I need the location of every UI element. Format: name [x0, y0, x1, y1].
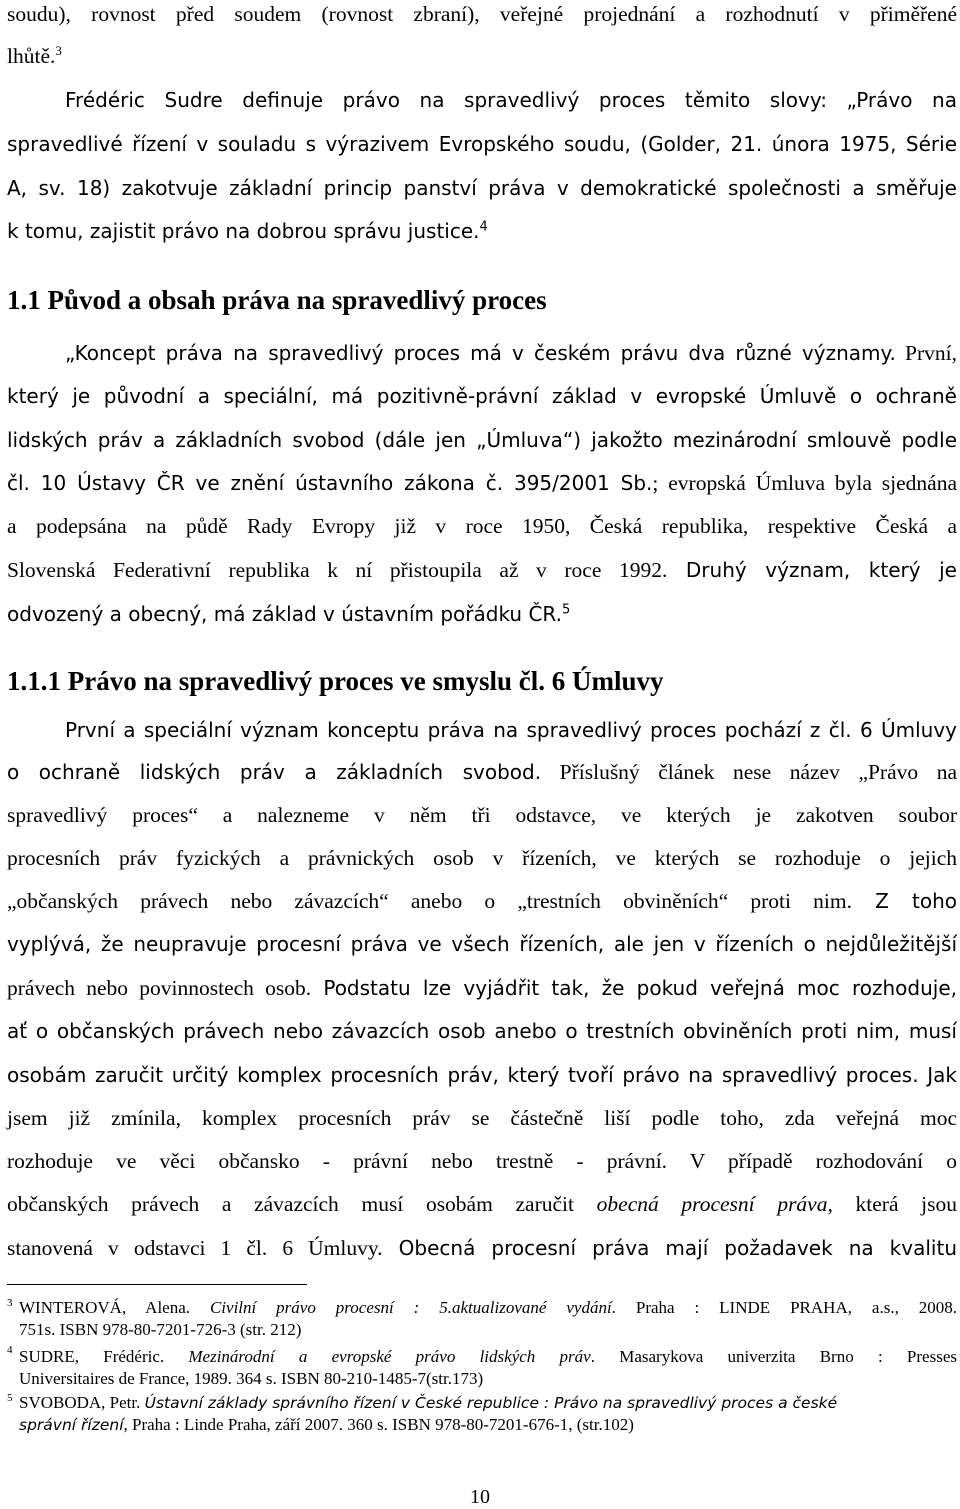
quote-line: který je původní a speciální, má pozitivně-právní základ v evropské Úmluvě o ochraně	[7, 384, 957, 408]
footnote-number: 3	[7, 1297, 13, 1309]
footnote-ref[interactable]: 3	[55, 42, 62, 58]
text-line: jsem již zmínila, komplex procesních práv se částečně liší podle toho, zda veřejná moc	[7, 1106, 957, 1130]
page-number: 10	[470, 1486, 490, 1508]
text-line: „Koncept práva na spravedlivý proces má v českém právu dva různé významy. První,	[65, 341, 958, 365]
footnote-text: SVOBODA, Petr. Ústavní základy správního řízení v České republice : Právo na spravedlivý proces a české	[19, 1393, 838, 1412]
footnote-3	[0, 1297, 960, 1341]
text-line: Slovenská Federativní republika k ní přistoupila až v roce 1992. Druhý význam, který je	[7, 558, 957, 582]
subsection-heading: 1.1.1 Právo na spravedlivý proces ve smyslu čl. 6 Úmluvy	[7, 666, 664, 696]
quote-line: spravedlivé řízení v souladu s výrazivem Evropského soudu, (Golder, 21. února 1975, Série	[7, 132, 957, 156]
text-line: spravedlivý proces“ a nalezneme v něm tři odstavce, ve kterých je zakotven soubor	[7, 803, 957, 827]
quote-line: ať o občanských právech nebo závazcích osob anebo o trestních obviněních proti nim, musí	[7, 1019, 957, 1043]
footnote-number: 5	[7, 1392, 13, 1404]
text-line: čl. 10 Ústavy ČR ve znění ústavního zákona č. 395/2001 Sb.; evropská Úmluva byla sjednána	[7, 471, 957, 495]
quote-line: vyplývá, že neupravuje procesní práva ve všech řízeních, ale jen v řízeních o nejdůležitější	[7, 932, 957, 956]
footnote-4	[0, 1344, 960, 1388]
footnote-text: Universitaires de France, 1989. 364 s. ISBN 80-210-1485-7(str.173)	[19, 1369, 484, 1388]
text-line: stanovená v odstavci 1 čl. 6 Úmluvy. Obecná procesní práva mají požadavek na kvalitu	[7, 1236, 957, 1260]
quote-line: k tomu, zajistit právo na dobrou správu justice.$^4$	[7, 219, 488, 243]
footnote-ref[interactable]: 4	[479, 219, 488, 235]
quote-line: Frédéric Sudre definuje právo na spravedlivý proces těmito slovy: „Právo na	[65, 88, 957, 112]
quote-line: odvozený a obecný, má základ v ústavním pořádku ČR.$^5$	[7, 602, 571, 626]
text-line: rozhoduje ve věci občansko - právní nebo trestně - právní. V případě rozhodování o	[7, 1149, 957, 1173]
footnote-separator	[7, 1284, 307, 1285]
text-line: občanských právech a závazcích musí osobám zaručit obecná procesní práva, která jsou	[7, 1192, 957, 1216]
text-line: „občanských právech nebo závazcích“ anebo o „trestních obviněních“ proti nim. Z toho	[7, 889, 957, 913]
footnote-text: 751s. ISBN 978-80-7201-726-3 (str. 212)	[19, 1320, 302, 1339]
footnote-text: WINTEROVÁ, Alena. Civilní právo procesní : 5.aktualizované vydání. Praha : LINDE PRAHA, a.s., 2008.	[19, 1298, 958, 1317]
footnote-5	[0, 1392, 960, 1436]
footnote-text: SUDRE, Frédéric. Mezinárodní a evropské právo lidských práv. Masarykova univerzita Brno : Presses	[19, 1347, 957, 1366]
text-line: o ochraně lidských práv a základních svobod. Příslušný článek nese název „Právo na	[7, 760, 957, 784]
quote-line: lidských práv a základních svobod (dále jen „Úmluva“) jakožto mezinárodní smlouvě podle	[7, 428, 957, 452]
quote-line: osobám zaručit určitý komplex procesních práv, který tvoří právo na spravedlivý proces. Jak	[7, 1063, 957, 1087]
text-line: právech nebo povinnostech osob. Podstatu lze vyjádřit tak, že pokud veřejná moc rozhoduje,	[7, 976, 957, 1000]
quote-line: První a speciální význam konceptu práva na spravedlivý proces pochází z čl. 6 Úmluvy	[65, 718, 957, 742]
footnote-text: správní řízení, Praha : Linde Praha, září 2007. 360 s. ISBN 978-80-7201-676-1, (str.102)	[19, 1415, 634, 1434]
text-line: soudu), rovnost před soudem (rovnost zbraní), veřejné projednání a rozhodnutí v přiměřené	[7, 2, 957, 26]
quote-line: A, sv. 18) zakotvuje základní princip panství práva v demokratické společnosti a směřuje	[7, 176, 957, 200]
footnote-number: 4	[7, 1344, 13, 1356]
text-line: a podepsána na půdě Rady Evropy již v roce 1950, Česká republika, respektive Česká a	[7, 514, 957, 538]
text-line: procesních práv fyzických a právnických osob v řízeních, ve kterých se rozhoduje o jejich	[7, 846, 957, 870]
section-heading: 1.1 Původ a obsah práva na spravedlivý proces	[7, 285, 547, 315]
footnote-ref[interactable]: 5	[561, 602, 571, 618]
text-line: lhůtě.$^3$	[7, 42, 62, 68]
